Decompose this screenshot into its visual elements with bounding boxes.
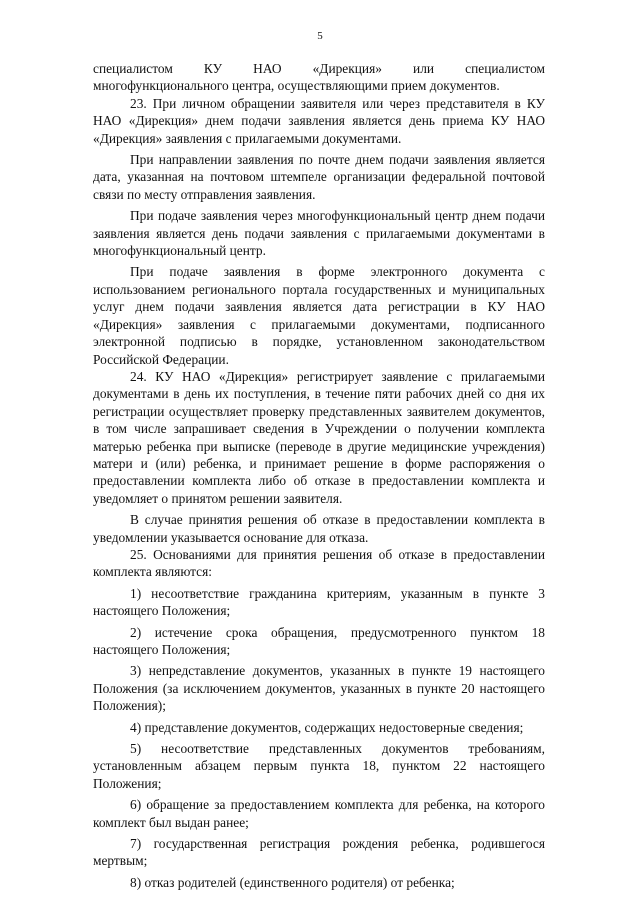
paragraph-item-25: 25. Основаниями для принятия решения об отказе в предоставлении комплекта являются:: [93, 546, 545, 580]
page-number: 5: [317, 30, 323, 42]
paragraph-refusal-notice: В случае принятия решения об отказе в предоставлении комплекта в уведомлении указывается основание для отказа.: [93, 512, 545, 545]
document-body: [93, 60, 545, 891]
list-item-2: 2) истечение срока обращения, предусмотренного пунктом 18 настоящего Положения;: [93, 624, 545, 657]
paragraph-item-24: 24. КУ НАО «Дирекция» регистрирует заявление с прилагаемыми документами в день их поступления, в течение пяти рабочих дней со дня их регистрации осуществляет проверку представленных заявителем документов, в том числе запрашивает сведения в Учреждении о получении комплекта матерью ребенка при выписке (переводе в другие медицинские учреждения) матери и (или) ребенка, и принимает решение в форме распоряжения о предоставлении комплекта либо об отказе в предоставлении комплекта и уведомляет о принятом решении заявителя.: [93, 368, 545, 506]
list-item-1: 1) несоответствие гражданина критериям, указанным в пункте 3 настоящего Положения;: [93, 585, 545, 619]
list-item-3: 3) непредставление документов, указанных в пункте 19 настоящего Положения (за исключением документов, указанных в пункте 20 настоящего Положения);: [93, 663, 545, 714]
paragraph-continuation: специалистом КУ НАО «Дирекция» или специалистом многофункционального центра, осуществляющими прием документов.: [93, 61, 545, 94]
list-item-4: 4) представление документов, содержащих недостоверные сведения;: [130, 719, 524, 735]
paragraph-item-23: 23. При личном обращении заявителя или через представителя в КУ НАО «Дирекция» днем подачи заявления является день приема КУ НАО «Дирекция» заявления с прилагаемыми документами.: [93, 95, 545, 146]
list-item-6: 6) обращение за предоставлением комплекта для ребенка, на которого комплект был выдан ранее;: [93, 797, 545, 830]
paragraph-mail-submission: При направлении заявления по почте днем подачи заявления является дата, указанная на почтовом штемпеле организации федеральной почтовой связи по месту отправления заявления.: [93, 152, 545, 202]
paragraph-electronic-submission: При подаче заявления в форме электронного документа с использованием регионального портала государственных и муниципальных услуг днем подачи заявления является дата регистрации в КУ НАО «Дирекция» заявления с прилагаемыми документами, подписанного электронной подписью в порядке, установленном законодательством Российской Федерации.: [93, 264, 545, 367]
paragraph-mfc-submission: При подаче заявления через многофункциональный центр днем подачи заявления является день подачи заявления с прилагаемыми документами в многофункциональный центр.: [93, 208, 545, 259]
list-item-7: 7) государственная регистрация рождения ребенка, родившегося мертвым;: [93, 836, 545, 869]
list-item-5: 5) несоответствие представленных документов требованиям, установленным абзацем первым пункта 18, пунктом 22 настоящего Положения;: [93, 741, 545, 791]
list-item-8: 8) отказ родителей (единственного родителя) от ребенка;: [130, 874, 455, 890]
